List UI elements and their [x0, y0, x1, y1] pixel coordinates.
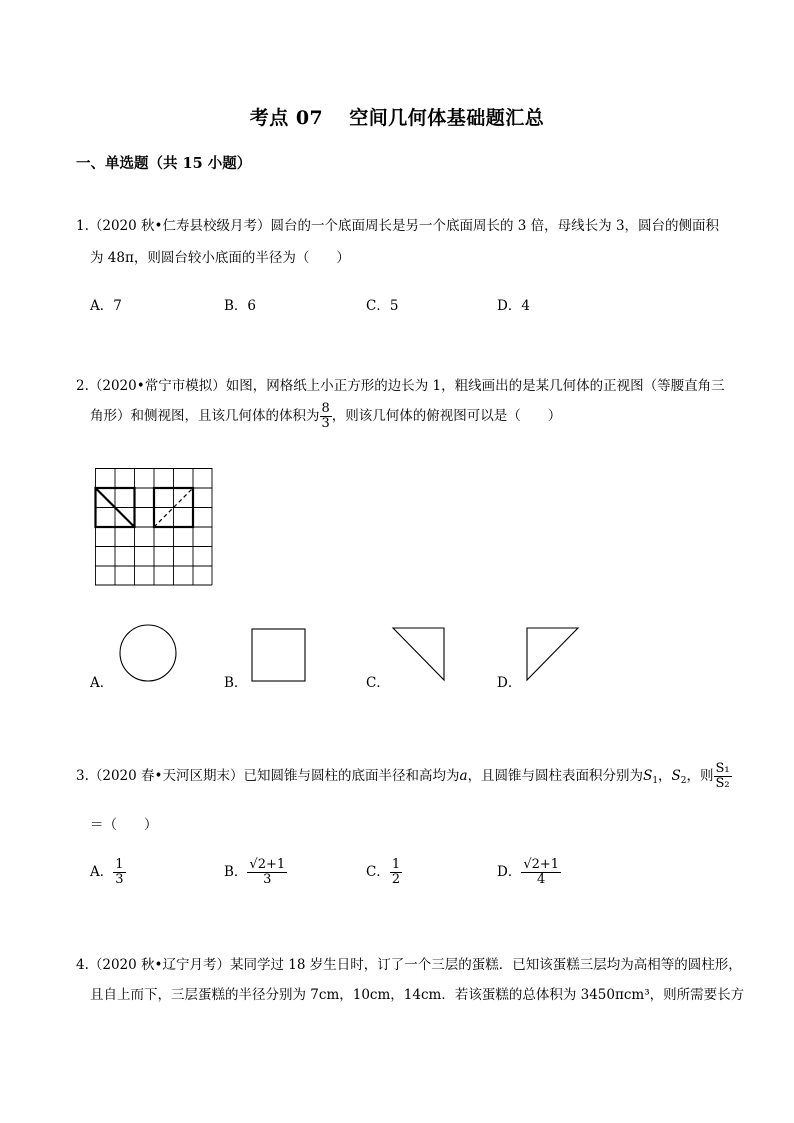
q3-option-b-label: B． — [224, 864, 248, 880]
section-heading: 一、单选题（共 15 小题） — [76, 155, 252, 172]
q3-ratio-den: S₂ — [715, 776, 730, 791]
q3-comma: ， — [658, 768, 672, 784]
q1-line1: 1.（2020 秋•仁寿县校级月考）圆台的一个底面周长是另一个底面周长的 3 倍，母线长为 3，圆台的侧面积 — [76, 218, 720, 234]
q3-option-d-num: √2+1 — [523, 857, 560, 872]
q3-s1: S — [643, 768, 653, 784]
title-topic-name: 空间几何体基础题汇总 — [349, 107, 545, 129]
q3-s2-sub: 2 — [680, 776, 687, 786]
q3-option-d — [497, 858, 561, 887]
q3-option-b — [224, 858, 287, 887]
q3-option-b-fraction — [247, 858, 287, 887]
q3-var-a: a — [459, 768, 468, 784]
q2-volume-num: 8 — [321, 401, 330, 416]
q3-option-c-label: C． — [366, 864, 390, 880]
q2-line1: 2.（2020•常宁市模拟）如图，网格纸上小正方形的边长为 1，粗线画出的是某几何体的正视图（等腰直角三 — [76, 378, 725, 394]
q3-option-c-num: 1 — [391, 857, 401, 872]
page-title — [0, 103, 794, 130]
q3-ratio-fraction — [714, 762, 732, 791]
q2-line2 — [90, 402, 561, 431]
q2-option-d: D． — [497, 675, 522, 691]
q3-option-d-label: D． — [497, 864, 522, 880]
q2-option-c: C． — [366, 675, 390, 691]
q3-option-a-fraction — [113, 858, 125, 887]
q3-s1-sub: 1 — [652, 776, 659, 786]
q2-volume-fraction — [320, 402, 332, 431]
q1-option-b: B．6 — [224, 298, 257, 314]
q3-option-c-den: 2 — [391, 872, 401, 887]
q3-option-c — [366, 858, 402, 887]
q2-option-b: B． — [224, 675, 248, 691]
q3-option-b-num: √2+1 — [249, 857, 286, 872]
q3-option-d-fraction — [521, 858, 561, 887]
q4-line2: 且自上而下，三层蛋糕的半径分别为 7cm，10cm，14cm．若该蛋糕的总体积为 3450πcm³，则所需要长方 — [90, 987, 745, 1003]
q1-line2: 为 48π，则圆台较小底面的半径为（ ） — [90, 250, 350, 266]
q3-line1 — [76, 762, 732, 791]
q2-option-d-triangle — [526, 627, 580, 683]
q2-option-b-square — [251, 628, 307, 684]
q1-option-c: C．5 — [366, 298, 399, 314]
q1-option-d: D．4 — [497, 298, 530, 314]
q3-option-a — [90, 858, 126, 887]
q4-line1: 4.（2020 秋•辽宁月考）某同学过 18 岁生日时，订了一个三层的蛋糕．已知该蛋糕三层均为高相等的圆柱形， — [76, 957, 742, 973]
q2-line2-pre: 角形）和侧视图，且该几何体的体积为 — [90, 408, 320, 424]
q3-option-a-label: A． — [90, 864, 114, 880]
q3-pre: 3.（2020 春•天河区期末）已知圆锥与圆柱的底面半径和高均为 — [76, 768, 460, 784]
q1-option-a: A．7 — [90, 298, 122, 314]
q2-grid-figure — [95, 468, 213, 586]
title-topic-number: 考点 07 — [249, 107, 324, 129]
q3-option-b-den: 3 — [263, 872, 272, 887]
q3-line2: ＝（ ） — [90, 817, 158, 833]
q3-option-c-fraction — [390, 858, 402, 887]
q2-line2-post: ，则该几何体的俯视图可以是（ ） — [331, 408, 562, 424]
q3-option-a-den: 3 — [115, 872, 124, 887]
q2-volume-den: 3 — [321, 416, 330, 431]
q3-then: ，则 — [686, 768, 714, 784]
q3-option-d-den: 4 — [537, 872, 546, 887]
q2-option-a: A． — [90, 675, 114, 691]
q2-option-a-circle — [118, 624, 178, 684]
q3-option-a-num: 1 — [115, 857, 124, 872]
q3-ratio-num: S₁ — [715, 761, 730, 776]
q2-option-c-triangle — [392, 627, 446, 683]
q3-mid: ，且圆锥与圆柱表面积分别为 — [467, 768, 644, 784]
q3-s2: S — [671, 768, 681, 784]
